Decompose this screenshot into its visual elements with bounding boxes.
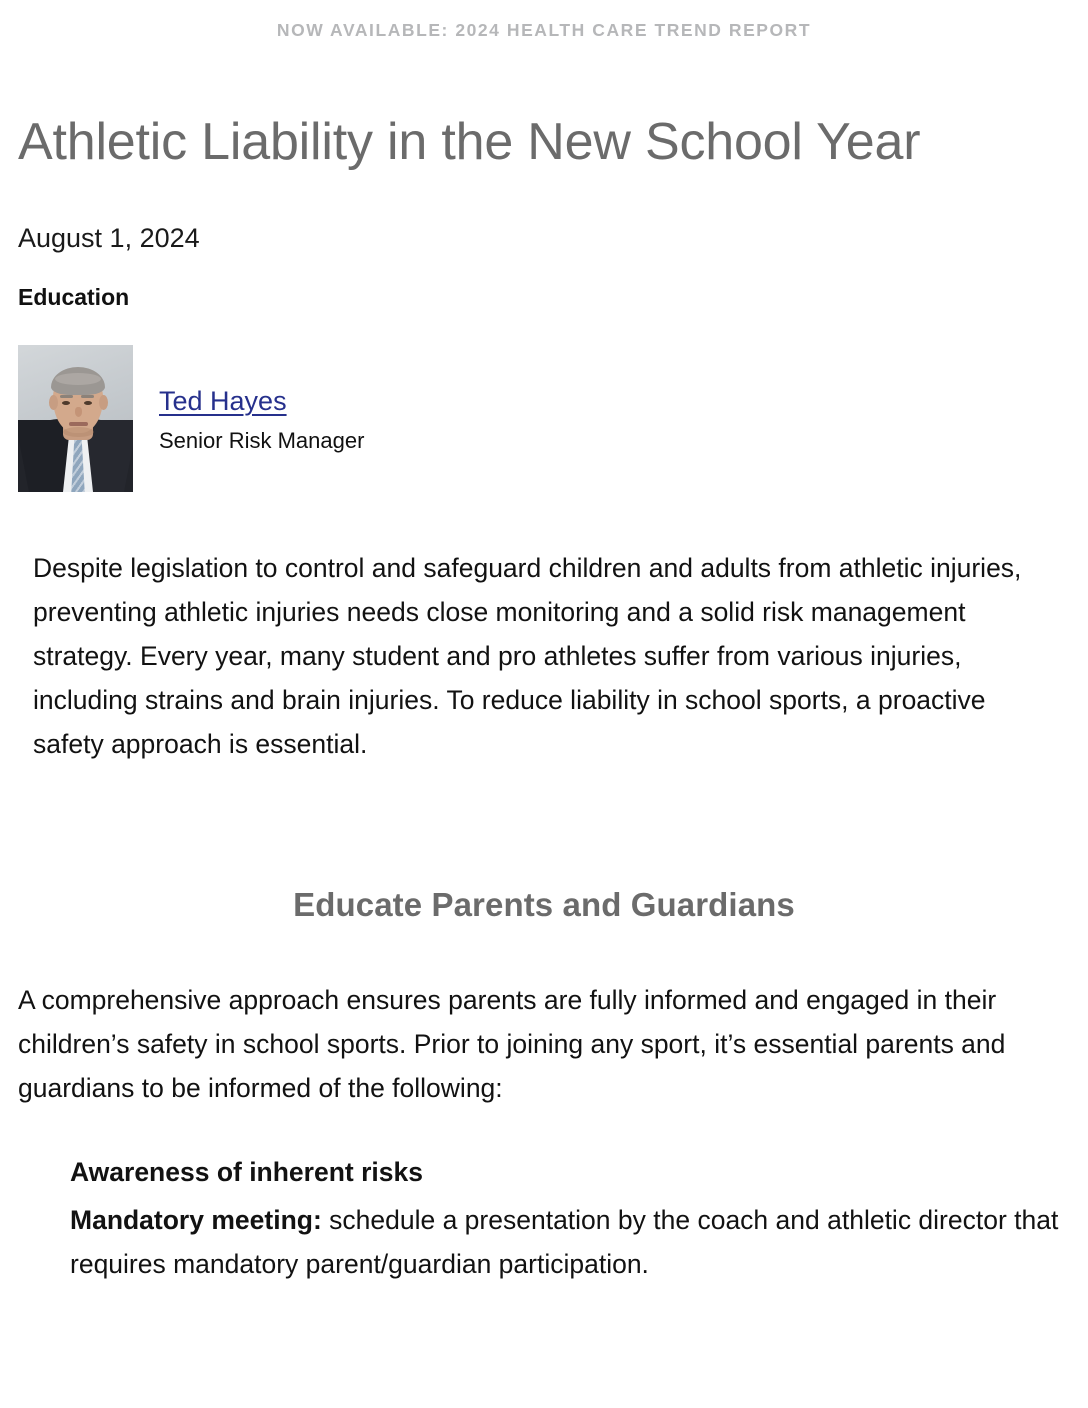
eye-left-shape: [62, 401, 70, 405]
list-item-lead: Mandatory meeting:: [70, 1205, 322, 1235]
author-byline: [18, 311, 1070, 492]
publish-date: August 1, 2024: [18, 223, 200, 253]
ear-right-shape: [99, 395, 108, 410]
nose-shape: [75, 407, 82, 417]
announcement-banner[interactable]: [0, 0, 1088, 45]
category-label: Education: [18, 284, 130, 310]
list-item: [70, 1198, 1070, 1290]
author-role: Senior Risk Manager: [159, 428, 365, 453]
eye-right-shape: [84, 401, 92, 405]
list-item-rest: schedule a presentation by the coach and athletic director that requires mandatory parent/guardian participation.: [70, 1205, 1059, 1279]
mouth-shape: [69, 422, 88, 426]
list-item: [70, 1150, 1070, 1198]
author-details: [133, 345, 364, 455]
eyebrow-right-shape: [81, 395, 94, 398]
eyebrow-left-shape: [60, 395, 73, 398]
list-item-lead: Awareness of inherent risks: [70, 1157, 423, 1187]
announcement-banner-text[interactable]: NOW AVAILABLE: 2024 HEALTH CARE TREND REPORT: [276, 20, 812, 40]
intro-paragraph: Despite legislation to control and safeguard children and adults from athletic injuries, preventing athletic injuries needs close monitoring and a solid risk management strategy. Every year, many student and pro athletes suffer from various injuries, including strains and brain injuries. To reduce liability in school sports, a proactive safety approach is essential.: [33, 553, 1022, 759]
author-name-link[interactable]: Ted Hayes: [159, 386, 287, 416]
points-list: [18, 1110, 1070, 1290]
page-title: Athletic Liability in the New School Year: [18, 113, 921, 171]
avatar: [18, 345, 133, 492]
chin-shape: [63, 427, 94, 437]
section-heading: Educate Parents and Guardians: [293, 886, 795, 923]
ear-left-shape: [49, 395, 58, 410]
section-paragraph: A comprehensive approach ensures parents are fully informed and engaged in their children’s safety in school sports. Prior to joining any sport, it’s essential parents and guardians to be informed of the following:: [18, 985, 1006, 1103]
article-content: [0, 45, 1088, 1290]
